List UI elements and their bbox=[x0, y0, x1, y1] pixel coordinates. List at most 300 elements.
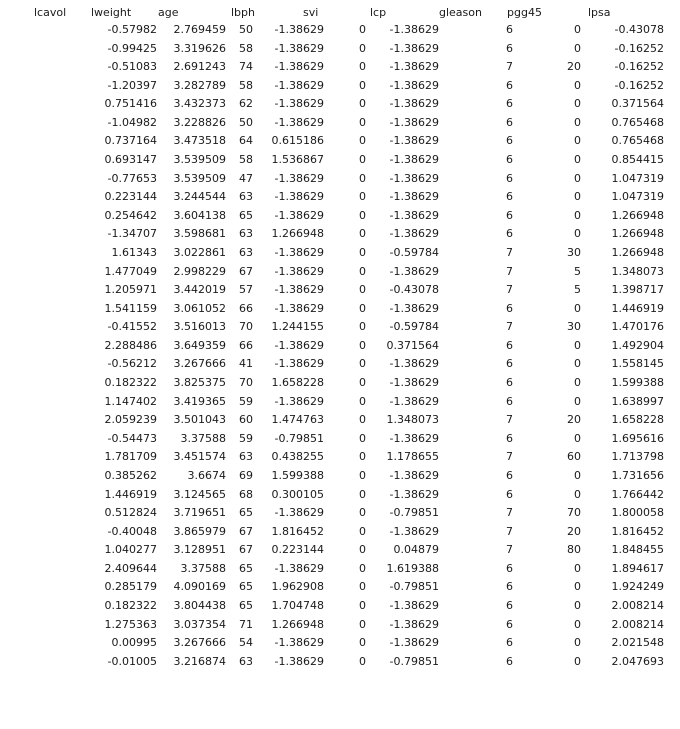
table-cell-pgg45: 0 bbox=[574, 134, 581, 148]
table-cell-age: 47 bbox=[239, 171, 253, 185]
table-cell-lweight: 3.598681 bbox=[173, 227, 226, 241]
table-cell-lpsa: 1.446919 bbox=[611, 301, 664, 315]
table-cell-gleason: 6 bbox=[506, 617, 513, 631]
table-cell-lweight: 3.432373 bbox=[173, 97, 226, 111]
table-cell-lweight: 3.244544 bbox=[173, 190, 226, 204]
table-cell-lbph: -1.38629 bbox=[274, 561, 324, 575]
table-cell-gleason: 7 bbox=[506, 264, 513, 278]
table-cell-age: 62 bbox=[239, 97, 253, 111]
table-cell-lcavol: 0.751416 bbox=[104, 97, 157, 111]
table-cell-pgg45: 0 bbox=[574, 23, 581, 36]
table-cell-lweight: 3.419365 bbox=[173, 394, 226, 408]
table-cell-age: 41 bbox=[239, 357, 253, 371]
table-cell-age: 67 bbox=[239, 543, 253, 557]
table-cell-svi: 0 bbox=[359, 115, 366, 129]
table-cell-gleason: 7 bbox=[506, 320, 513, 334]
table-cell-svi: 0 bbox=[359, 283, 366, 297]
table-cell-lcavol: 0.00995 bbox=[111, 636, 157, 650]
table-cell-lweight: 3.719651 bbox=[173, 506, 226, 520]
table-cell-age: 65 bbox=[239, 208, 253, 222]
table-cell-age: 50 bbox=[239, 115, 253, 129]
table-cell-svi: 0 bbox=[359, 413, 366, 427]
table-cell-lcp: -0.59784 bbox=[389, 245, 439, 259]
table-cell-svi: 0 bbox=[359, 227, 366, 241]
table-cell-svi: 0 bbox=[359, 97, 366, 111]
table-cell-lcavol: 1.781709 bbox=[104, 450, 157, 464]
table-cell-pgg45: 0 bbox=[574, 394, 581, 408]
table-cell-lpsa: 0.765468 bbox=[611, 115, 664, 129]
column-header-lcavol: lcavol bbox=[34, 6, 67, 19]
table-cell-pgg45: 0 bbox=[574, 338, 581, 352]
table-cell-age: 50 bbox=[239, 23, 253, 36]
table-cell-lcp: -1.38629 bbox=[389, 78, 439, 92]
table-cell-svi: 0 bbox=[359, 245, 366, 259]
table-cell-lcp: -1.38629 bbox=[389, 357, 439, 371]
table-cell-lbph: -1.38629 bbox=[274, 171, 324, 185]
table-cell-svi: 0 bbox=[359, 60, 366, 74]
table-cell-svi: 0 bbox=[359, 134, 366, 148]
table-cell-pgg45: 20 bbox=[567, 524, 581, 538]
table-cell-lweight: 3.604138 bbox=[173, 208, 226, 222]
table-cell-svi: 0 bbox=[359, 23, 366, 36]
table-cell-svi: 0 bbox=[359, 580, 366, 594]
table-cell-lpsa: 1.047319 bbox=[611, 190, 664, 204]
table-cell-lbph: -1.38629 bbox=[274, 41, 324, 55]
table-cell-lpsa: -0.16252 bbox=[614, 41, 664, 55]
column-header-svi: svi bbox=[303, 6, 319, 19]
table-cell-pgg45: 30 bbox=[567, 245, 581, 259]
table-cell-pgg45: 5 bbox=[574, 283, 581, 297]
table-cell-lcp: -1.38629 bbox=[389, 190, 439, 204]
table-cell-pgg45: 0 bbox=[574, 561, 581, 575]
column-header-lbph: lbph bbox=[231, 6, 255, 19]
table-cell-lweight: 3.825375 bbox=[173, 376, 226, 390]
table-cell-lcavol: 1.275363 bbox=[104, 617, 157, 631]
table-cell-lbph: 1.816452 bbox=[271, 524, 324, 538]
table-cell-lweight: 3.37588 bbox=[180, 561, 226, 575]
table-cell-age: 63 bbox=[239, 654, 253, 668]
table-cell-lbph: -1.38629 bbox=[274, 78, 324, 92]
table-cell-lcp: -1.38629 bbox=[389, 41, 439, 55]
table-cell-lweight: 3.451574 bbox=[173, 450, 226, 464]
table-cell-lweight: 3.061052 bbox=[173, 301, 226, 315]
table-cell-gleason: 6 bbox=[506, 468, 513, 482]
table-cell-pgg45: 20 bbox=[567, 413, 581, 427]
table-cell-pgg45: 20 bbox=[567, 60, 581, 74]
table-cell-lcavol: -0.77653 bbox=[107, 171, 157, 185]
table-cell-pgg45: 0 bbox=[574, 431, 581, 445]
table-cell-pgg45: 0 bbox=[574, 617, 581, 631]
table-cell-age: 58 bbox=[239, 78, 253, 92]
table-cell-lcp: 1.348073 bbox=[386, 413, 439, 427]
table-cell-lpsa: 0.371564 bbox=[611, 97, 664, 111]
table-cell-gleason: 6 bbox=[506, 115, 513, 129]
table-cell-pgg45: 0 bbox=[574, 468, 581, 482]
table-cell-svi: 0 bbox=[359, 190, 366, 204]
table-cell-pgg45: 0 bbox=[574, 208, 581, 222]
table-cell-gleason: 6 bbox=[506, 153, 513, 167]
table-cell-svi: 0 bbox=[359, 561, 366, 575]
table-cell-lpsa: 2.047693 bbox=[611, 654, 664, 668]
table-cell-lbph: 1.266948 bbox=[271, 617, 324, 631]
table-cell-svi: 0 bbox=[359, 171, 366, 185]
table-cell-gleason: 6 bbox=[506, 580, 513, 594]
table-cell-lpsa: 1.658228 bbox=[611, 413, 664, 427]
table-cell-gleason: 6 bbox=[506, 431, 513, 445]
table-cell-lpsa: 2.008214 bbox=[611, 598, 664, 612]
table-cell-gleason: 6 bbox=[506, 41, 513, 55]
table-cell-lcavol: -0.54473 bbox=[107, 431, 157, 445]
table-cell-age: 65 bbox=[239, 598, 253, 612]
table-cell-svi: 0 bbox=[359, 524, 366, 538]
table-cell-lweight: 3.228826 bbox=[173, 115, 226, 129]
table-cell-pgg45: 0 bbox=[574, 171, 581, 185]
table-cell-pgg45: 0 bbox=[574, 357, 581, 371]
table-cell-lweight: 2.691243 bbox=[173, 60, 226, 74]
table-cell-lweight: 3.804438 bbox=[173, 598, 226, 612]
table-cell-svi: 0 bbox=[359, 617, 366, 631]
table-cell-gleason: 7 bbox=[506, 506, 513, 520]
table-cell-pgg45: 0 bbox=[574, 487, 581, 501]
table-cell-lbph: -1.38629 bbox=[274, 245, 324, 259]
table-cell-age: 58 bbox=[239, 153, 253, 167]
table-cell-gleason: 6 bbox=[506, 227, 513, 241]
table-cell-svi: 0 bbox=[359, 598, 366, 612]
table-cell-lbph: -1.38629 bbox=[274, 654, 324, 668]
table-cell-lcavol: 0.182322 bbox=[104, 598, 157, 612]
column-header-lweight: lweight bbox=[91, 6, 132, 19]
table-cell-svi: 0 bbox=[359, 78, 366, 92]
table-cell-lbph: 1.536867 bbox=[271, 153, 324, 167]
table-cell-pgg45: 0 bbox=[574, 598, 581, 612]
table-cell-lpsa: 1.695616 bbox=[611, 431, 664, 445]
table-cell-svi: 0 bbox=[359, 264, 366, 278]
table-cell-lbph: 0.223144 bbox=[271, 543, 324, 557]
table-cell-age: 63 bbox=[239, 450, 253, 464]
table-cell-lpsa: -0.16252 bbox=[614, 60, 664, 74]
table-cell-lcavol: 0.512824 bbox=[104, 506, 157, 520]
table-cell-svi: 0 bbox=[359, 153, 366, 167]
table-cell-lweight: 3.128951 bbox=[173, 543, 226, 557]
table-cell-lcp: -1.38629 bbox=[389, 617, 439, 631]
table-cell-lweight: 3.319626 bbox=[173, 41, 226, 55]
table-cell-gleason: 6 bbox=[506, 134, 513, 148]
table-cell-pgg45: 5 bbox=[574, 264, 581, 278]
table-cell-lcp: -1.38629 bbox=[389, 60, 439, 74]
table-cell-lbph: -1.38629 bbox=[274, 394, 324, 408]
table-cell-age: 54 bbox=[239, 636, 253, 650]
table-cell-lcavol: 1.040277 bbox=[104, 543, 157, 557]
table-cell-lweight: 3.37588 bbox=[180, 431, 226, 445]
table-cell-svi: 0 bbox=[359, 468, 366, 482]
table-cell-lcp: 1.619388 bbox=[386, 561, 439, 575]
table-cell-lpsa: 2.021548 bbox=[611, 636, 664, 650]
table-cell-gleason: 6 bbox=[506, 561, 513, 575]
table-cell-lweight: 3.442019 bbox=[173, 283, 226, 297]
table-cell-age: 59 bbox=[239, 394, 253, 408]
table-cell-svi: 0 bbox=[359, 636, 366, 650]
table-cell-lbph: 1.658228 bbox=[271, 376, 324, 390]
table-cell-lpsa: 1.816452 bbox=[611, 524, 664, 538]
table-cell-gleason: 6 bbox=[506, 394, 513, 408]
table-cell-lpsa: -0.43078 bbox=[614, 23, 664, 36]
table-cell-lpsa: 1.266948 bbox=[611, 245, 664, 259]
table-cell-lpsa: -0.16252 bbox=[614, 78, 664, 92]
table-cell-pgg45: 0 bbox=[574, 115, 581, 129]
table-cell-lcp: -1.38629 bbox=[389, 115, 439, 129]
table-cell-lpsa: 0.854415 bbox=[611, 153, 664, 167]
table-cell-age: 67 bbox=[239, 264, 253, 278]
table-cell-lcavol: 0.693147 bbox=[104, 153, 157, 167]
table-cell-gleason: 6 bbox=[506, 357, 513, 371]
table-cell-gleason: 6 bbox=[506, 598, 513, 612]
table-cell-lpsa: 1.266948 bbox=[611, 208, 664, 222]
table-cell-lpsa: 1.492904 bbox=[611, 338, 664, 352]
table-cell-lpsa: 2.008214 bbox=[611, 617, 664, 631]
table-cell-lpsa: 1.266948 bbox=[611, 227, 664, 241]
table-cell-lbph: 1.266948 bbox=[271, 227, 324, 241]
table-cell-svi: 0 bbox=[359, 338, 366, 352]
table-cell-lcp: 0.371564 bbox=[386, 338, 439, 352]
table-cell-pgg45: 0 bbox=[574, 227, 581, 241]
table-cell-lbph: 1.704748 bbox=[271, 598, 324, 612]
table-cell-age: 68 bbox=[239, 487, 253, 501]
table-cell-lpsa: 1.638997 bbox=[611, 394, 664, 408]
table-cell-lcp: -1.38629 bbox=[389, 97, 439, 111]
table-cell-lbph: -1.38629 bbox=[274, 338, 324, 352]
table-cell-lweight: 3.216874 bbox=[173, 654, 226, 668]
table-cell-lpsa: 1.599388 bbox=[611, 376, 664, 390]
table-cell-lcavol: 1.477049 bbox=[104, 264, 157, 278]
table-cell-lpsa: 1.848455 bbox=[611, 543, 664, 557]
table-cell-gleason: 7 bbox=[506, 524, 513, 538]
table-cell-lcp: -1.38629 bbox=[389, 487, 439, 501]
table-cell-lweight: 3.267666 bbox=[173, 357, 226, 371]
table-cell-gleason: 6 bbox=[506, 171, 513, 185]
table-cell-lpsa: 1.398717 bbox=[611, 283, 664, 297]
table-cell-lbph: 1.244155 bbox=[271, 320, 324, 334]
table-cell-lcavol: 1.541159 bbox=[104, 301, 157, 315]
table-cell-age: 57 bbox=[239, 283, 253, 297]
table-cell-lpsa: 1.924249 bbox=[611, 580, 664, 594]
table-cell-lweight: 3.267666 bbox=[173, 636, 226, 650]
table-cell-lweight: 3.124565 bbox=[173, 487, 226, 501]
table-cell-age: 59 bbox=[239, 431, 253, 445]
table-cell-lcavol: -1.04982 bbox=[107, 115, 157, 129]
table-cell-lpsa: 1.470176 bbox=[611, 320, 664, 334]
table-cell-lcp: -1.38629 bbox=[389, 431, 439, 445]
table-cell-lcavol: -1.20397 bbox=[107, 78, 157, 92]
table-cell-lbph: -1.38629 bbox=[274, 283, 324, 297]
table-cell-lcp: -1.38629 bbox=[389, 394, 439, 408]
table-cell-lpsa: 1.731656 bbox=[611, 468, 664, 482]
table-cell-lcavol: 1.446919 bbox=[104, 487, 157, 501]
table-cell-lcp: -0.79851 bbox=[389, 506, 439, 520]
table-cell-svi: 0 bbox=[359, 320, 366, 334]
column-header-gleason: gleason bbox=[439, 6, 482, 19]
table-cell-lcp: -1.38629 bbox=[389, 468, 439, 482]
table-cell-age: 67 bbox=[239, 524, 253, 538]
table-cell-pgg45: 0 bbox=[574, 41, 581, 55]
table-cell-lweight: 3.539509 bbox=[173, 153, 226, 167]
table-cell-age: 65 bbox=[239, 506, 253, 520]
table-cell-lcp: -1.38629 bbox=[389, 227, 439, 241]
table-cell-lcavol: -1.34707 bbox=[107, 227, 157, 241]
table-cell-lweight: 3.865979 bbox=[173, 524, 226, 538]
table-cell-lbph: -1.38629 bbox=[274, 97, 324, 111]
table-cell-svi: 0 bbox=[359, 654, 366, 668]
table-cell-lpsa: 1.894617 bbox=[611, 561, 664, 575]
table-cell-lcp: -1.38629 bbox=[389, 598, 439, 612]
table-cell-age: 71 bbox=[239, 617, 253, 631]
table-cell-lcp: -1.38629 bbox=[389, 636, 439, 650]
table-cell-lweight: 3.282789 bbox=[173, 78, 226, 92]
table-cell-lcavol: -0.56212 bbox=[107, 357, 157, 371]
column-header-pgg45: pgg45 bbox=[507, 6, 542, 19]
table-cell-lcp: -0.79851 bbox=[389, 654, 439, 668]
table-cell-pgg45: 0 bbox=[574, 97, 581, 111]
table-cell-svi: 0 bbox=[359, 506, 366, 520]
table-cell-gleason: 7 bbox=[506, 450, 513, 464]
table-cell-age: 69 bbox=[239, 468, 253, 482]
table-cell-lcavol: 1.147402 bbox=[104, 394, 157, 408]
table-cell-pgg45: 0 bbox=[574, 78, 581, 92]
table-cell-pgg45: 0 bbox=[574, 580, 581, 594]
table-cell-lcavol: 2.288486 bbox=[104, 338, 157, 352]
table-cell-lcavol: -0.01005 bbox=[107, 654, 157, 668]
table-cell-lpsa: 1.713798 bbox=[611, 450, 664, 464]
table-cell-pgg45: 0 bbox=[574, 153, 581, 167]
table-cell-pgg45: 70 bbox=[567, 506, 581, 520]
table-cell-age: 70 bbox=[239, 320, 253, 334]
table-cell-lweight: 3.649359 bbox=[173, 338, 226, 352]
table-cell-lcp: 0.04879 bbox=[393, 543, 439, 557]
table-cell-gleason: 6 bbox=[506, 208, 513, 222]
table-cell-gleason: 7 bbox=[506, 60, 513, 74]
table-cell-pgg45: 0 bbox=[574, 301, 581, 315]
table-cell-lbph: -1.38629 bbox=[274, 208, 324, 222]
table-cell-age: 74 bbox=[239, 60, 253, 74]
table-cell-pgg45: 0 bbox=[574, 636, 581, 650]
table-cell-lcp: -1.38629 bbox=[389, 208, 439, 222]
table-cell-age: 63 bbox=[239, 245, 253, 259]
table-cell-svi: 0 bbox=[359, 41, 366, 55]
table-cell-lpsa: 0.765468 bbox=[611, 134, 664, 148]
table-cell-gleason: 7 bbox=[506, 543, 513, 557]
table-cell-lbph: -1.38629 bbox=[274, 60, 324, 74]
table-cell-lpsa: 1.766442 bbox=[611, 487, 664, 501]
table-cell-lcavol: 0.385262 bbox=[104, 468, 157, 482]
table-cell-lbph: 0.300105 bbox=[271, 487, 324, 501]
table-cell-age: 65 bbox=[239, 561, 253, 575]
table-cell-lweight: 3.022861 bbox=[173, 245, 226, 259]
table-cell-lcavol: 0.285179 bbox=[104, 580, 157, 594]
table-cell-lcp: -1.38629 bbox=[389, 23, 439, 36]
table-cell-lcavol: 0.254642 bbox=[104, 208, 157, 222]
column-header-lpsa: lpsa bbox=[588, 6, 611, 19]
table-cell-age: 66 bbox=[239, 301, 253, 315]
table-cell-lcp: 1.178655 bbox=[386, 450, 439, 464]
table-cell-age: 60 bbox=[239, 413, 253, 427]
table-cell-lcavol: -0.51083 bbox=[107, 60, 157, 74]
table-cell-svi: 0 bbox=[359, 376, 366, 390]
table-cell-gleason: 6 bbox=[506, 376, 513, 390]
table-cell-lbph: -1.38629 bbox=[274, 301, 324, 315]
table-cell-lcavol: -0.99425 bbox=[107, 41, 157, 55]
table-cell-gleason: 6 bbox=[506, 654, 513, 668]
table-cell-gleason: 6 bbox=[506, 190, 513, 204]
table-cell-gleason: 6 bbox=[506, 636, 513, 650]
table-cell-gleason: 6 bbox=[506, 487, 513, 501]
table-cell-gleason: 6 bbox=[506, 338, 513, 352]
table-cell-lbph: 0.438255 bbox=[271, 450, 324, 464]
column-header-age: age bbox=[158, 6, 179, 19]
table-cell-lbph: -1.38629 bbox=[274, 636, 324, 650]
table-cell-lcavol: -0.40048 bbox=[107, 524, 157, 538]
table-cell-pgg45: 0 bbox=[574, 376, 581, 390]
table-cell-lcp: -1.38629 bbox=[389, 171, 439, 185]
table-cell-lbph: -1.38629 bbox=[274, 115, 324, 129]
table-cell-svi: 0 bbox=[359, 208, 366, 222]
table-cell-lweight: 4.090169 bbox=[173, 580, 226, 594]
table-cell-lcp: -0.79851 bbox=[389, 580, 439, 594]
table-cell-lweight: 3.6674 bbox=[187, 468, 226, 482]
table-cell-age: 70 bbox=[239, 376, 253, 390]
table-cell-lcavol: 1.61343 bbox=[111, 245, 157, 259]
table-cell-lcp: -1.38629 bbox=[389, 301, 439, 315]
table-cell-lcp: -0.43078 bbox=[389, 283, 439, 297]
table-cell-lcavol: 1.205971 bbox=[104, 283, 157, 297]
table-cell-age: 58 bbox=[239, 41, 253, 55]
table-cell-gleason: 6 bbox=[506, 23, 513, 36]
table-cell-gleason: 6 bbox=[506, 97, 513, 111]
table-cell-lweight: 2.769459 bbox=[173, 23, 226, 36]
table-cell-pgg45: 60 bbox=[567, 450, 581, 464]
table-cell-svi: 0 bbox=[359, 431, 366, 445]
table-cell-gleason: 6 bbox=[506, 301, 513, 315]
table-cell-lcavol: 2.409644 bbox=[104, 561, 157, 575]
table-cell-pgg45: 0 bbox=[574, 190, 581, 204]
table-cell-gleason: 7 bbox=[506, 245, 513, 259]
table-cell-lcp: -1.38629 bbox=[389, 264, 439, 278]
table-cell-lcp: -1.38629 bbox=[389, 524, 439, 538]
table-cell-pgg45: 0 bbox=[574, 654, 581, 668]
table-cell-lweight: 3.516013 bbox=[173, 320, 226, 334]
table-cell-lbph: -1.38629 bbox=[274, 23, 324, 36]
table-cell-svi: 0 bbox=[359, 487, 366, 501]
table-cell-lweight: 3.473518 bbox=[173, 134, 226, 148]
table-cell-lcp: -1.38629 bbox=[389, 153, 439, 167]
table-cell-lpsa: 1.348073 bbox=[611, 264, 664, 278]
table-cell-lweight: 3.037354 bbox=[173, 617, 226, 631]
table-cell-svi: 0 bbox=[359, 357, 366, 371]
table-cell-lbph: -1.38629 bbox=[274, 506, 324, 520]
table-cell-lpsa: 1.047319 bbox=[611, 171, 664, 185]
table-cell-lpsa: 1.558145 bbox=[611, 357, 664, 371]
table-cell-age: 64 bbox=[239, 134, 253, 148]
table-cell-lweight: 3.539509 bbox=[173, 171, 226, 185]
table-cell-age: 65 bbox=[239, 580, 253, 594]
table-cell-pgg45: 80 bbox=[567, 543, 581, 557]
table-cell-lbph: -0.79851 bbox=[274, 431, 324, 445]
table-cell-age: 63 bbox=[239, 227, 253, 241]
table-cell-lweight: 3.501043 bbox=[173, 413, 226, 427]
table-cell-lcavol: 0.182322 bbox=[104, 376, 157, 390]
table-cell-lcavol: -0.41552 bbox=[107, 320, 157, 334]
table-cell-svi: 0 bbox=[359, 450, 366, 464]
table-cell-lcavol: 0.223144 bbox=[104, 190, 157, 204]
table-cell-gleason: 7 bbox=[506, 413, 513, 427]
